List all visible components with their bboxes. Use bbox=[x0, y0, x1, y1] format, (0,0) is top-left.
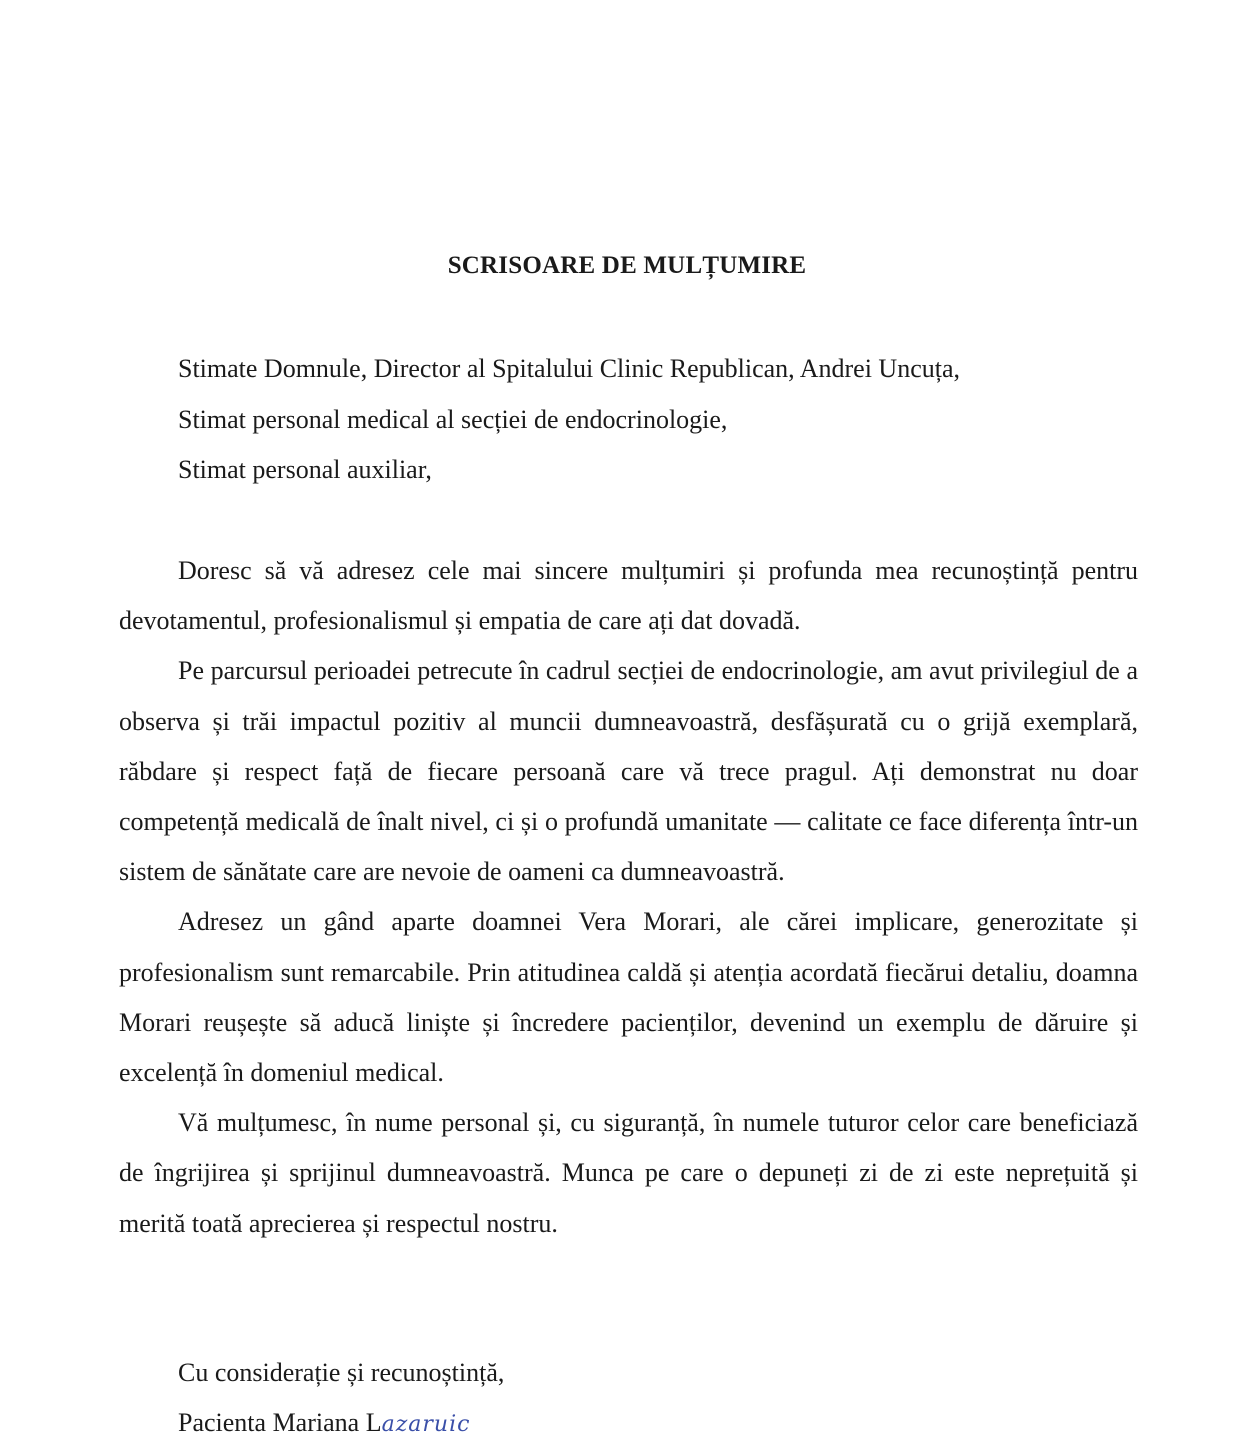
paragraph-gratitude: Vă mulțumesc, în nume personal și, cu siguranță, în numele tuturor celor care beneficiază de îngrijirea și sprijinul dumneavoastră. Munca pe care o depuneți zi de zi este neprețuită și merită toată aprecierea și respectul nostru. bbox=[119, 1108, 1138, 1238]
signature-line bbox=[178, 1408, 470, 1438]
signature-handwritten: azaruic bbox=[381, 1412, 471, 1437]
paragraph-experience: Pe parcursul perioadei petrecute în cadrul secției de endocrinologie, am avut privilegiul de a observa și trăi impactul pozitiv al muncii dumneavoastră, desfășurată cu o grijă exemplară, răbdare și respect față de fiecare persoană care vă trece pragul. Ați demonstrat nu doar competență medicală de înalt nivel, ci și o profundă umanitate — calitate ce face diferența într-un sistem de sănătate care are nevoie de oameni ca dumneavoastră. bbox=[119, 656, 1138, 887]
greeting-medical-staff: Stimat personal medical al secției de endocrinologie, bbox=[178, 405, 728, 434]
closing-line: Cu considerație și recunoștință, bbox=[178, 1358, 505, 1387]
paragraph-vera-morari: Adresez un gând aparte doamnei Vera Morari, ale cărei implicare, generozitate și profesionalism sunt remarcabile. Prin atitudinea caldă și atenția acordată fiecărui detaliu, doamna Morari reușește să aducă liniște și încredere pacienților, devenind un exemplu de dăruire și excelență în domeniul medical. bbox=[119, 907, 1138, 1088]
greeting-director: Stimate Domnule, Director al Spitalului Clinic Republican, Andrei Uncuța, bbox=[178, 354, 961, 383]
signature-printed: Pacienta Mariana L bbox=[178, 1408, 382, 1437]
letter-body bbox=[119, 546, 1138, 1249]
greeting-auxiliary-staff: Stimat personal auxiliar, bbox=[178, 455, 432, 484]
letter-title: SCRISOARE DE MULȚUMIRE bbox=[447, 252, 807, 279]
paragraph-thanks: Doresc să vă adresez cele mai sincere mulțumiri și profunda mea recunoștință pentru devotamentul, profesionalismul și empatia de care ați dat dovadă. bbox=[119, 556, 1138, 636]
